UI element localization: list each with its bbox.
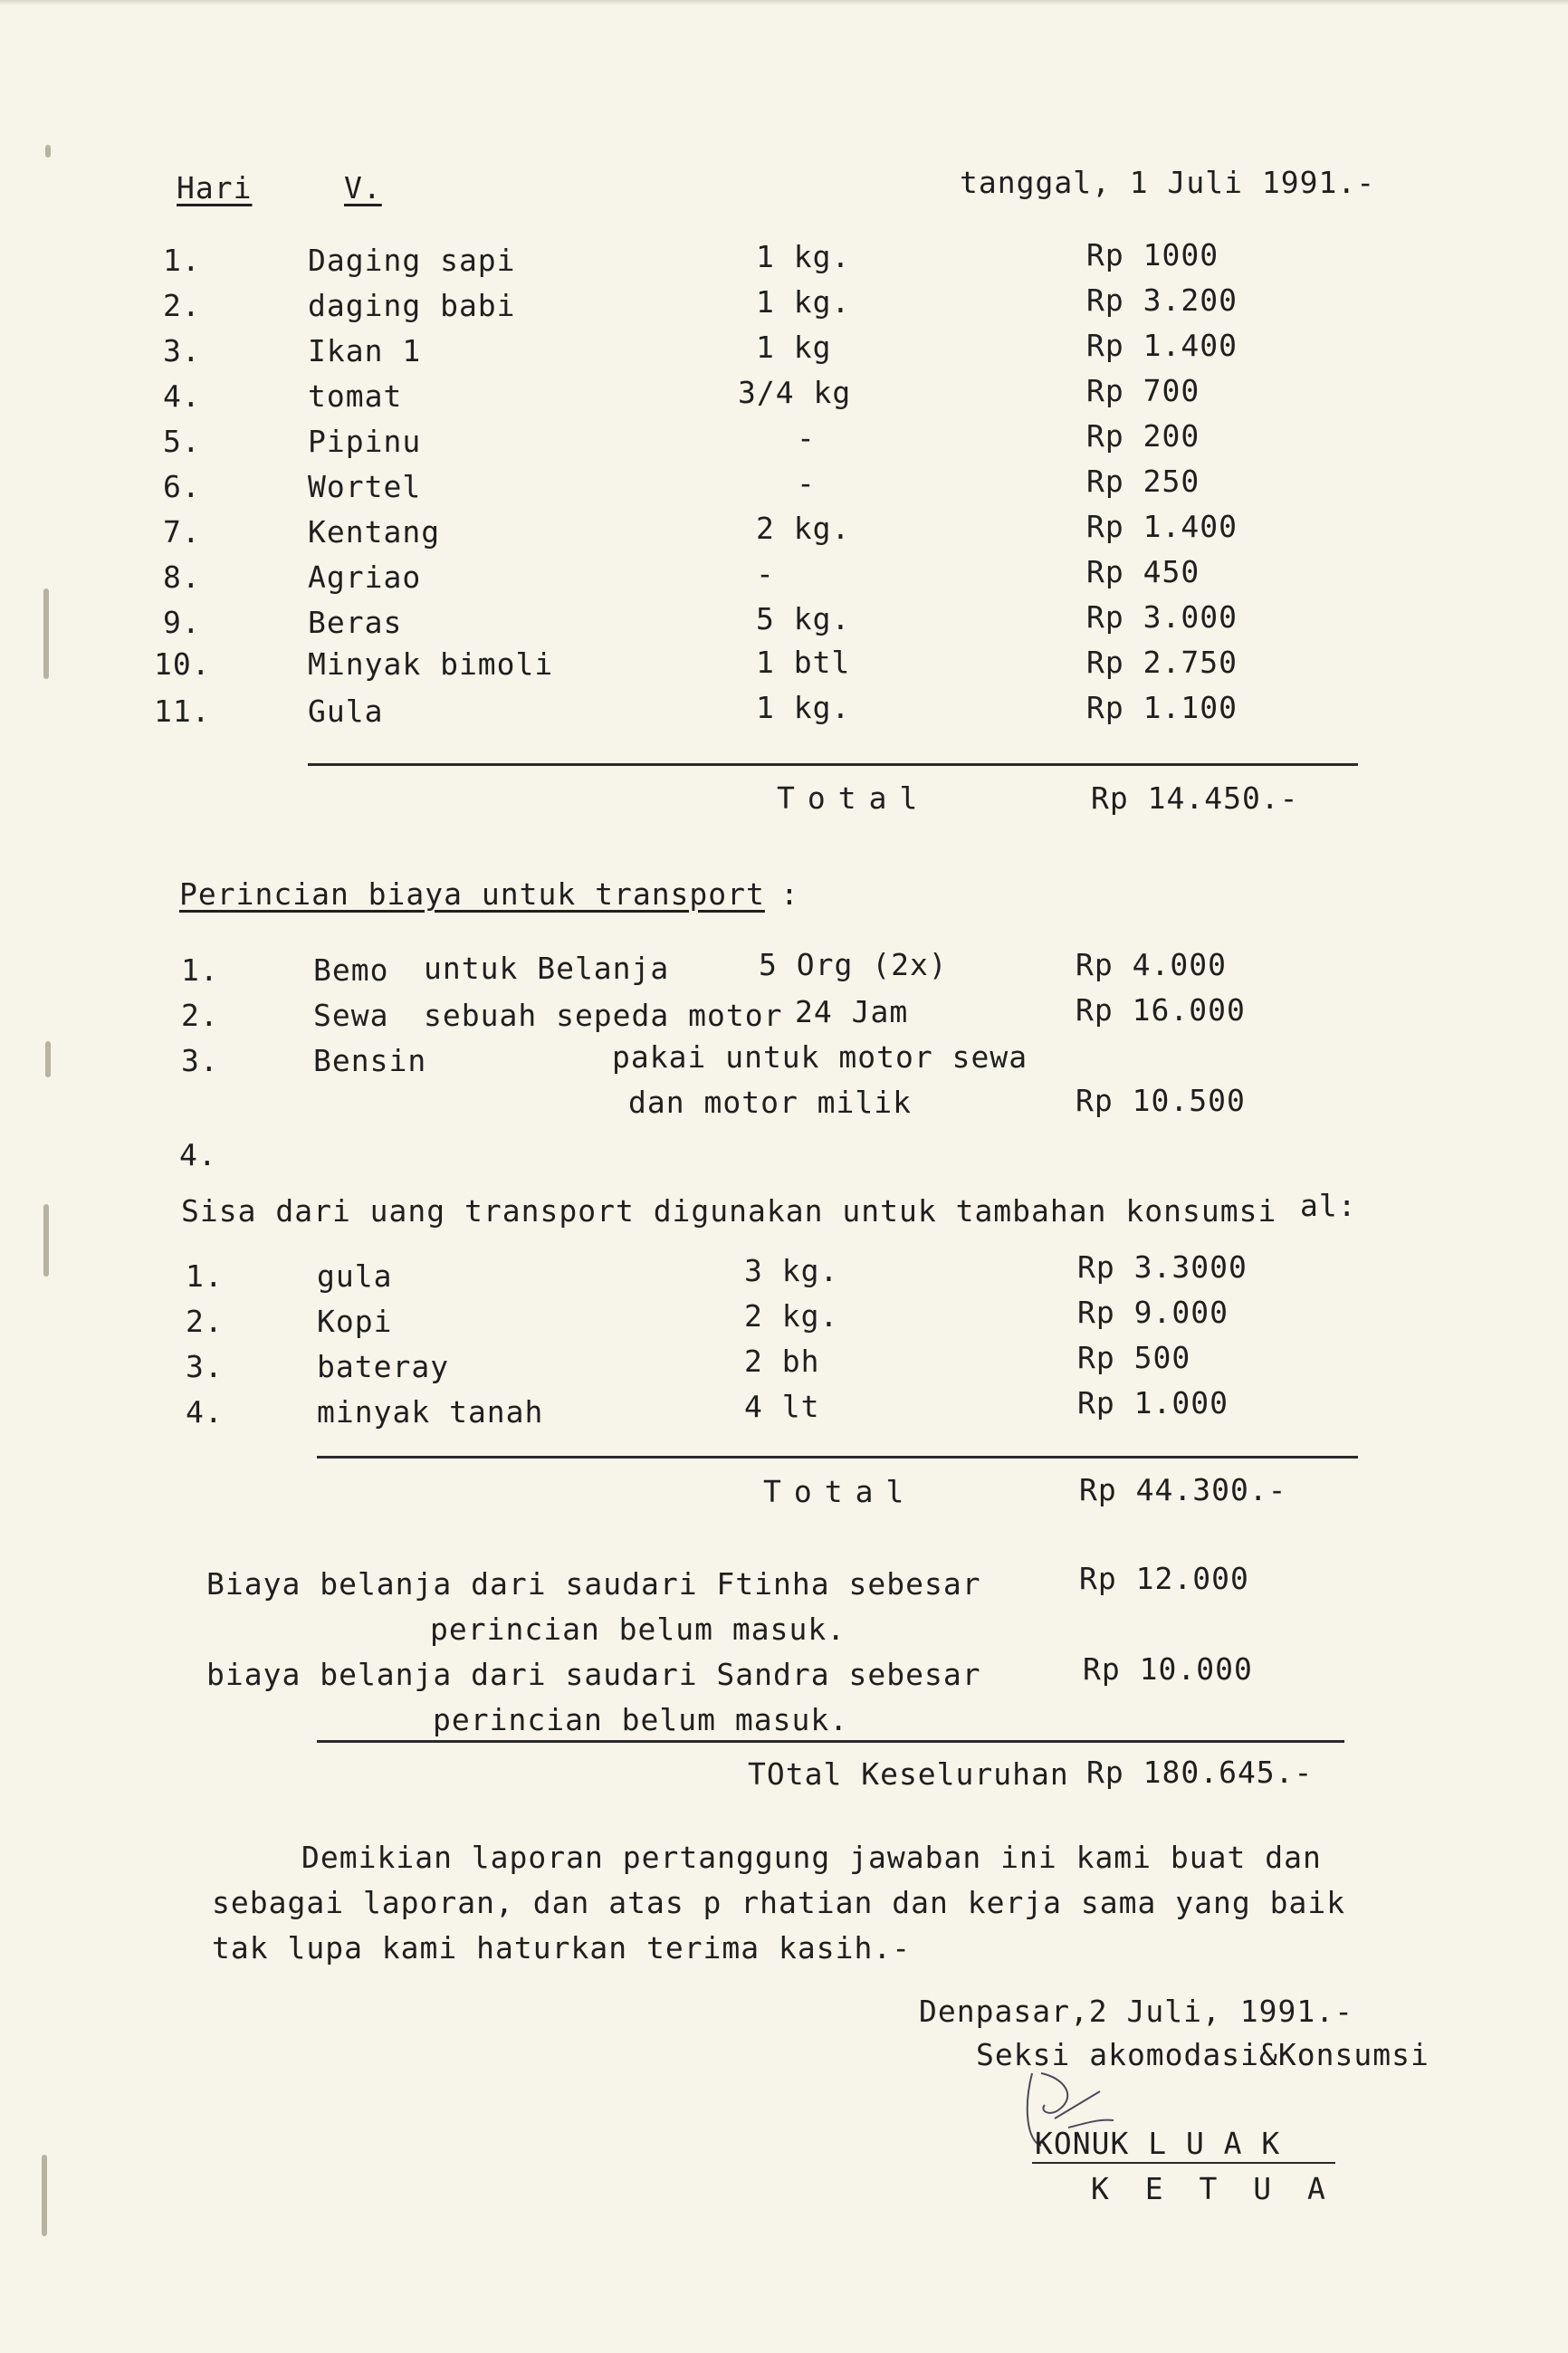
item-detail-2: 24 Jam <box>795 994 909 1029</box>
item-number: 1. <box>163 243 201 278</box>
signatory-name: KONUK L U A K <box>1035 2126 1281 2161</box>
item-quantity: 2 kg. <box>756 511 851 546</box>
item-number: 10. <box>154 646 211 682</box>
item-name: Minyak bimoli <box>308 646 554 682</box>
item-number: 9. <box>163 605 201 640</box>
item-number: 11. <box>154 693 211 729</box>
margin-mark <box>45 1041 51 1077</box>
item-price: Rp 1.100 <box>1086 690 1238 725</box>
item-price: Rp 1.400 <box>1086 328 1238 363</box>
page-top-edge <box>0 0 1568 5</box>
item-name: Beras <box>308 605 403 640</box>
item-quantity: 1 kg <box>756 330 832 365</box>
item-detail: sebuah sepeda motor <box>424 998 783 1033</box>
section-name: Seksi akomodasi&Konsumsi <box>976 2037 1429 2072</box>
item-number: 3. <box>186 1349 224 1384</box>
item-price: Rp 450 <box>1086 554 1200 589</box>
item-price: Rp 1.400 <box>1086 509 1238 544</box>
consumption-total-value: Rp 14.450.- <box>1091 780 1299 816</box>
item-name: Ikan 1 <box>308 333 422 368</box>
margin-mark <box>43 588 49 679</box>
item-quantity: - <box>756 556 775 591</box>
remainder-heading: Sisa dari uang transport digunakan untuk tambahan konsumsi <box>181 1193 1277 1229</box>
signatory-title: K E T U A <box>1091 2171 1334 2206</box>
closing-line: tak lupa kami haturkan terima kasih.- <box>212 1930 912 1966</box>
closing-line: Demikian laporan pertanggung jawaban ini kami buat dan <box>301 1840 1322 1875</box>
item-number: 4. <box>163 378 201 414</box>
item-price: Rp 3.3000 <box>1077 1249 1248 1285</box>
item-number: 2. <box>163 288 201 323</box>
hari-value: V. <box>344 170 382 206</box>
item-price: Rp 1000 <box>1086 237 1219 273</box>
margin-mark <box>43 1204 49 1277</box>
cost-line: biaya belanja dari saudari Sandra sebesar <box>206 1657 981 1692</box>
item-name: Daging sapi <box>308 243 516 278</box>
item-price: Rp 200 <box>1086 418 1200 454</box>
item-price: Rp 700 <box>1086 373 1200 408</box>
item-quantity: 1 kg. <box>756 284 851 320</box>
remainder-heading-suffix: al: <box>1300 1188 1357 1223</box>
remainder-total-label: Total <box>763 1474 917 1509</box>
item-quantity: - <box>797 465 816 501</box>
item-detail-2: 5 Org (2x) <box>759 947 948 982</box>
item-price: Rp 500 <box>1077 1340 1191 1375</box>
item-number: 7. <box>163 514 201 550</box>
place-date: Denpasar,2 Juli, 1991.- <box>919 1994 1353 2029</box>
item-detail-2: dan motor milik <box>628 1085 913 1120</box>
grand-total-divider <box>317 1740 1344 1743</box>
grand-total-value: Rp 180.645.- <box>1086 1755 1314 1790</box>
signature-underline <box>1032 2162 1335 2164</box>
transport-heading: Perincian biaya untuk transport <box>179 876 765 912</box>
item-name: Sewa <box>313 998 389 1033</box>
total-divider <box>308 763 1358 766</box>
item-quantity: 1 kg. <box>756 690 851 725</box>
total-divider <box>317 1456 1358 1459</box>
item-quantity: 1 kg. <box>756 239 851 274</box>
item-name: Pipinu <box>308 424 422 459</box>
margin-mark <box>45 145 51 158</box>
item-quantity: 5 kg. <box>756 601 851 636</box>
item-price: Rp 3.200 <box>1086 282 1238 318</box>
cost-note: perincian belum masuk. <box>433 1702 849 1737</box>
item-name: Agriao <box>308 560 422 595</box>
item-price: Rp 16.000 <box>1076 992 1246 1028</box>
hari-label: Hari <box>177 170 253 206</box>
item-detail: untuk Belanja <box>424 951 670 986</box>
item-quantity: - <box>797 420 816 455</box>
item-quantity: 4 lt <box>744 1389 820 1424</box>
item-number: 8. <box>163 560 201 595</box>
item-number: 2. <box>186 1304 224 1339</box>
item-quantity: 1 btl <box>756 645 851 680</box>
item-price: Rp 2.750 <box>1086 645 1238 680</box>
item-name: Kopi <box>317 1304 393 1339</box>
item-price: Rp 1.000 <box>1077 1385 1229 1420</box>
item-quantity: 2 kg. <box>744 1298 839 1334</box>
item-number: 4. <box>186 1394 224 1430</box>
cost-value: Rp 12.000 <box>1079 1561 1249 1596</box>
item-number: 3. <box>163 333 201 368</box>
item-number: 4. <box>179 1137 217 1172</box>
item-price: Rp 4.000 <box>1076 947 1227 982</box>
transport-heading-colon: : <box>780 876 799 912</box>
item-quantity: 2 bh <box>744 1344 820 1379</box>
remainder-total-value: Rp 44.300.- <box>1079 1472 1287 1507</box>
item-name: tomat <box>308 378 403 414</box>
item-detail: pakai untuk motor sewa <box>612 1039 1028 1075</box>
item-number: 2. <box>181 998 219 1033</box>
item-name: Bensin <box>313 1043 427 1078</box>
item-name: bateray <box>317 1349 450 1384</box>
closing-line: sebagai laporan, dan atas p rhatian dan kerja sama yang baik <box>212 1885 1346 1920</box>
item-quantity: 3/4 kg <box>738 375 852 410</box>
item-number: 3. <box>181 1043 219 1078</box>
item-price: Rp 3.000 <box>1086 599 1238 635</box>
item-name: Wortel <box>308 469 422 504</box>
item-name: minyak tanah <box>317 1394 544 1430</box>
cost-value: Rp 10.000 <box>1083 1651 1253 1687</box>
consumption-total-label: Total <box>777 780 931 816</box>
item-number: 1. <box>181 952 219 988</box>
item-price: Rp 10.500 <box>1076 1083 1246 1118</box>
item-number: 5. <box>163 424 201 459</box>
item-name: Bemo <box>313 952 389 988</box>
item-name: Gula <box>308 693 384 729</box>
item-number: 1. <box>186 1258 224 1294</box>
cost-line: Biaya belanja dari saudari Ftinha sebesar <box>206 1566 981 1602</box>
item-price: Rp 250 <box>1086 464 1200 499</box>
item-quantity: 3 kg. <box>744 1253 839 1288</box>
item-name: daging babi <box>308 288 516 323</box>
grand-total-label: TOtal Keseluruhan <box>748 1756 1069 1792</box>
date: tanggal, 1 Juli 1991.- <box>960 165 1376 200</box>
margin-mark <box>42 2155 47 2236</box>
item-number: 6. <box>163 469 201 504</box>
item-name: Kentang <box>308 514 441 550</box>
item-name: gula <box>317 1258 393 1294</box>
item-price: Rp 9.000 <box>1077 1295 1229 1330</box>
cost-note: perincian belum masuk. <box>430 1612 846 1647</box>
